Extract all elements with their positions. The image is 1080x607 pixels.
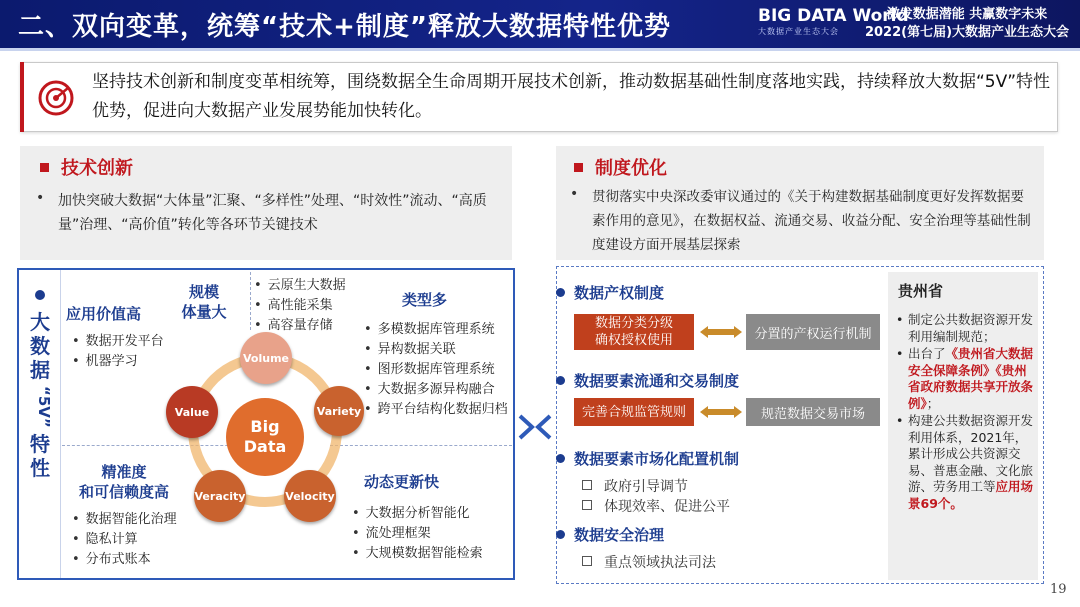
variety-circle: Variety bbox=[314, 386, 364, 436]
guizhou-title: 贵州省 bbox=[898, 282, 944, 300]
property-rights-title: 数据产权制度 bbox=[574, 284, 665, 302]
volume-title: 规模 体量大 bbox=[181, 283, 227, 321]
system-bullet-dot: • bbox=[570, 186, 579, 202]
list-item: 政府引导调节 bbox=[582, 476, 688, 496]
double-arrow-icon bbox=[700, 324, 742, 340]
header-divider bbox=[0, 48, 1080, 51]
variety-title: 类型多 bbox=[402, 291, 448, 309]
slogan-line1: 激发数据潜能 共赢数字未来 bbox=[886, 7, 1048, 22]
list-item: • 流处理框架 bbox=[352, 524, 483, 544]
guizhou-list bbox=[896, 312, 1036, 513]
tech-bullet: 加快突破大数据“大体量”汇聚、“多样性”处理、“时效性”流动、“高质量”治理、“高价值”转化等各环节关键技术 bbox=[58, 193, 487, 233]
security-title: 数据安全治理 bbox=[574, 526, 665, 544]
circulation-gray-box: 规范数据交易市场 bbox=[746, 398, 880, 426]
list-item: • 出台了《贵州省大数据安全保障条例》《贵州省政府数据共享开放条例》； bbox=[896, 346, 1036, 412]
veracity-circle: Veracity bbox=[194, 470, 246, 522]
list-item: • 分布式账本 bbox=[72, 550, 177, 570]
big-data-center bbox=[226, 398, 304, 476]
list-item: • 异构数据关联 bbox=[364, 340, 508, 360]
section-dot bbox=[556, 376, 565, 385]
list-item: 重点领域执法司法 bbox=[582, 552, 716, 572]
list-item: • 大规模数据智能检索 bbox=[352, 544, 483, 564]
list-item: • 大数据多源异构融合 bbox=[364, 380, 508, 400]
section-dot bbox=[556, 288, 565, 297]
list-item: • 构建公共数据资源开发利用体系，2021年，累计形成公共资源交易、普惠金融、文化旅游、劳务用工等应用场景69个。 bbox=[896, 413, 1036, 512]
slogan-line2: 2022(第七届)大数据产业生态大会 bbox=[864, 25, 1070, 40]
velocity-circle: Velocity bbox=[284, 470, 336, 522]
page-title: 二、双向变革，统筹“技术+制度”释放大数据特性优势 bbox=[18, 12, 671, 42]
list-item: • 大数据分析智能化 bbox=[352, 504, 483, 524]
velocity-list bbox=[352, 504, 483, 564]
logo-main-text: BIG DATA World bbox=[758, 6, 909, 26]
circulation-red-box: 完善合规监管规则 bbox=[574, 398, 694, 426]
divider-top bbox=[250, 272, 251, 330]
market-allocation-title: 数据要素市场化配置机制 bbox=[574, 450, 740, 468]
list-item: • 制定公共数据资源开发利用编制规范； bbox=[896, 312, 1036, 345]
list-item: • 隐私计算 bbox=[72, 530, 177, 550]
list-item: • 高性能采集 bbox=[254, 296, 346, 316]
property-rights-gray-box: 分置的产权运行机制 bbox=[746, 314, 880, 350]
value-list bbox=[72, 332, 164, 372]
list-item: • 数据开发平台 bbox=[72, 332, 164, 352]
property-rights-red-box: 数据分类分级 确权授权使用 bbox=[574, 314, 694, 350]
list-item: • 云原生大数据 bbox=[254, 276, 346, 296]
list-item: • 图形数据库管理系统 bbox=[364, 360, 508, 380]
list-item: • 跨平台结构化数据归档 bbox=[364, 400, 508, 420]
velocity-title: 动态更新快 bbox=[364, 473, 440, 491]
system-bullet: 贯彻落实中央深改委审议通过的《关于构建数据基础制度更好发挥数据要素作用的意见》，在数据权益、流通交易、收益分配、安全治理等基础性制度建设方面开展基层探索 bbox=[592, 189, 1031, 253]
event-logo bbox=[758, 6, 909, 42]
list-item: • 数据智能化治理 bbox=[72, 510, 177, 530]
value-title: 应用价值高 bbox=[66, 305, 142, 323]
veracity-title: 精准度 和可信赖度高 bbox=[78, 463, 169, 501]
list-item: • 高容量存储 bbox=[254, 316, 346, 336]
logo-sub-text: 大数据产业生态大会 bbox=[758, 27, 839, 36]
section-dot bbox=[556, 530, 565, 539]
volume-list bbox=[254, 276, 346, 336]
system-title: 制度优化 bbox=[574, 154, 667, 180]
list-item: • 多模数据库管理系统 bbox=[364, 320, 508, 340]
intro-accent-bar bbox=[20, 62, 24, 132]
variety-list bbox=[364, 320, 508, 420]
section-dot bbox=[556, 454, 565, 463]
tech-bullet-dot: • bbox=[36, 190, 45, 206]
link-arrow-icon bbox=[518, 412, 552, 442]
center-text-1: Big bbox=[250, 417, 280, 436]
value-circle: Value bbox=[166, 386, 218, 438]
circulation-title: 数据要素流通和交易制度 bbox=[574, 372, 740, 390]
tech-title: 技术创新 bbox=[40, 154, 133, 180]
page-number: 19 bbox=[1050, 582, 1067, 597]
volume-circle: Volume bbox=[240, 332, 292, 384]
five-v-dot bbox=[35, 290, 45, 300]
target-refresh-icon bbox=[38, 80, 74, 116]
five-v-label: 大 数 据 “5V” 特 性 bbox=[30, 310, 53, 480]
list-item: • 机器学习 bbox=[72, 352, 164, 372]
center-text-2: Data bbox=[243, 437, 287, 456]
double-arrow-icon bbox=[700, 404, 742, 420]
intro-text: 坚持技术创新和制度变革相统筹，围绕数据全生命周期开展技术创新，推动数据基础性制度落地实践，持续释放大数据“5V”特性优势，促进向大数据产业发展势能加快转化。 bbox=[92, 72, 1051, 121]
list-item: 体现效率、促进公平 bbox=[582, 496, 730, 516]
slogan bbox=[862, 6, 1072, 42]
